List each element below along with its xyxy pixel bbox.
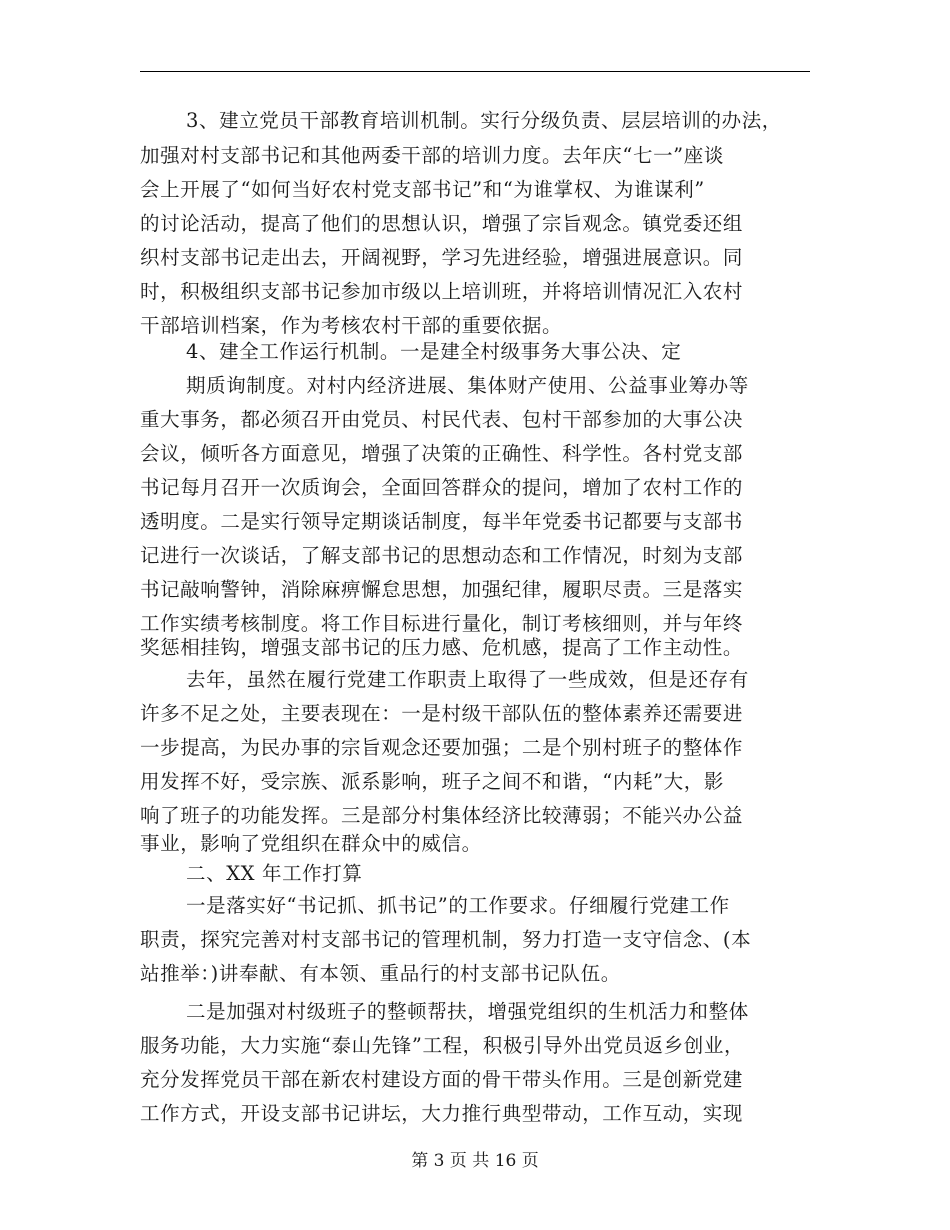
text-line: 3、建立党员干部教育培训机制。实行分级负责、层层培训的办法， xyxy=(186,109,782,132)
section-heading: 二、XX 年工作打算 xyxy=(186,862,363,885)
text-line: 一步提高，为民办事的宗旨观念还要加强；二是个别村班子的整体作 xyxy=(140,736,744,759)
text-line: 二是加强对村级班子的整顿帮扶，增强党组织的生机活力和整体 xyxy=(186,1000,749,1023)
text-line: 一是落实好“书记抓、抓书记”的工作要求。仔细履行党建工作 xyxy=(186,894,730,917)
text-line: 会议，倾听各方面意见，增强了决策的正确性、科学性。各村党支部 xyxy=(140,442,744,465)
text-line: 响了班子的功能发挥。三是部分村集体经济比较薄弱；不能兴办公益 xyxy=(140,804,744,827)
text-line: 的讨论活动，提高了他们的思想认识，增强了宗旨观念。镇党委还组 xyxy=(140,212,744,235)
text-line: 4、建全工作运行机制。一是建全村级事务大事公决、定 xyxy=(186,340,682,363)
text-line: 时，积极组织支部书记参加市级以上培训班，并将培训情况汇入农村 xyxy=(140,280,744,303)
text-line: 织村支部书记走出去，开阔视野，学习先进经验，增强进展意识。同 xyxy=(140,246,744,269)
text-line: 透明度。二是实行领导定期谈话制度，每半年党委书记都要与支部书 xyxy=(140,510,744,533)
text-line: 加强对村支部书记和其他两委干部的培训力度。去年庆“七一”座谈 xyxy=(140,144,724,167)
text-line: 职责，探究完善对村支部书记的管理机制，努力打造一支守信念、(本 xyxy=(140,928,752,951)
text-line: 会上开展了“如何当好农村党支部书记”和“为谁掌权、为谁谋利” xyxy=(140,178,705,201)
text-line: 许多不足之处，主要表现在：一是村级干部队伍的整体素养还需要进 xyxy=(140,702,744,725)
text-line: 书记敲响警钟，消除麻痹懈怠思想，加强纪律，履职尽责。三是落实 xyxy=(140,578,744,601)
text-line: 记进行一次谈话，了解支部书记的思想动态和工作情况，时刻为支部 xyxy=(140,544,744,567)
page-footer: 第 3 页 共 16 页 xyxy=(411,1151,539,1171)
text-line: 站推举：)讲奉献、有本领、重品行的村支部书记队伍。 xyxy=(140,962,621,985)
text-line: 服务功能，大力实施“泰山先锋”工程，积极引导外出党员返乡创业， xyxy=(140,1034,745,1057)
text-line: 期质询制度。对村内经济进展、集体财产使用、公益事业筹办等 xyxy=(186,374,749,397)
text-line: 工作实绩考核制度。将工作目标进行量化，制订考核细则，并与年终 xyxy=(140,612,744,635)
header-rule xyxy=(140,71,810,72)
text-line: 奖惩相挂钩，增强支部书记的压力感、危机感，提高了工作主动性。 xyxy=(140,636,744,659)
text-line: 重大事务，都必须召开由党员、村民代表、包村干部参加的大事公决 xyxy=(140,408,744,431)
text-line: 事业，影响了党组织在群众中的威信。 xyxy=(140,832,482,855)
text-line: 书记每月召开一次质询会，全面回答群众的提问，增加了农村工作的 xyxy=(140,476,744,499)
text-line: 干部培训档案，作为考核农村干部的重要依据。 xyxy=(140,314,563,337)
text-line: 用发挥不好，受宗族、派系影响，班子之间不和谐，“内耗”大，影 xyxy=(140,770,724,793)
text-line: 去年，虽然在履行党建工作职责上取得了一些成效，但是还存有 xyxy=(186,668,749,691)
text-line: 充分发挥党员干部在新农村建设方面的骨干带头作用。三是创新党建 xyxy=(140,1068,744,1091)
text-line: 工作方式，开设支部书记讲坛，大力推行典型带动，工作互动，实现 xyxy=(140,1102,744,1125)
